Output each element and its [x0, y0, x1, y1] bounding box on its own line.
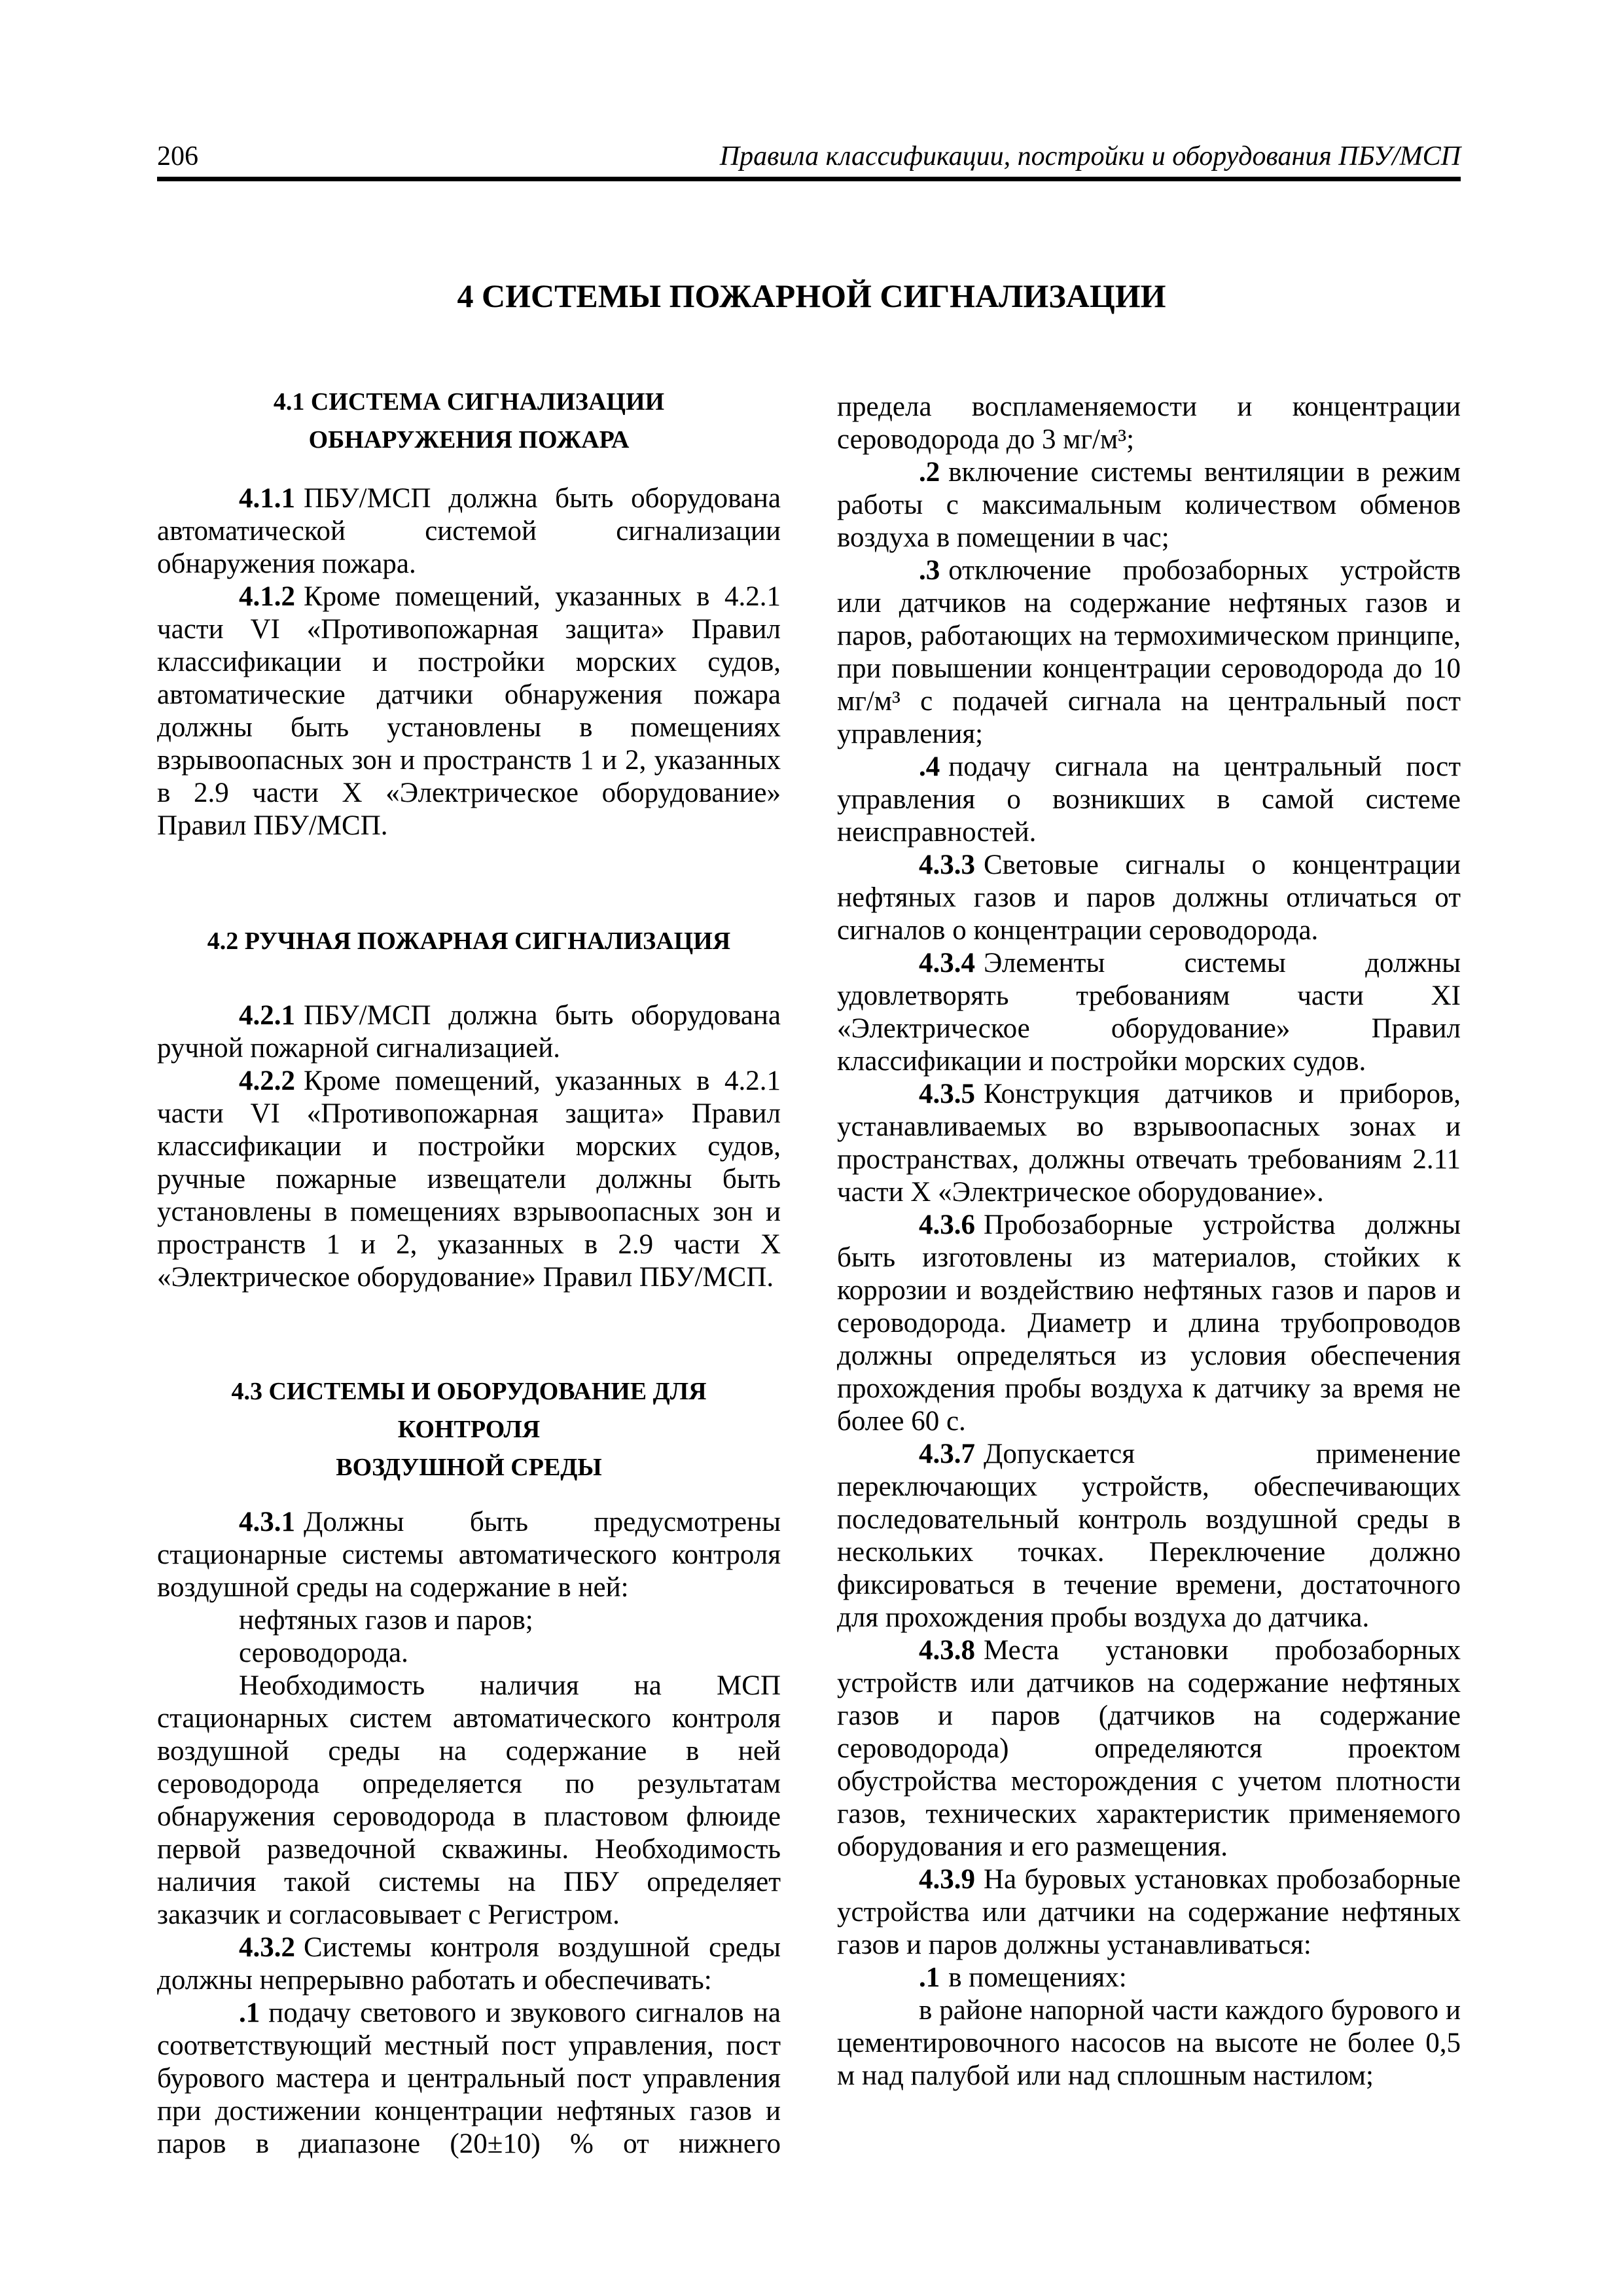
clause-number: 4.3.1 — [239, 1507, 295, 1537]
clause-number: 4.1.1 — [239, 483, 295, 514]
clause-4-3-2 — [157, 1931, 781, 1997]
clause-4-3-8 — [837, 1634, 1461, 1863]
list-item-oil-gases — [157, 1604, 781, 1637]
clause-text: На буровых установках пробозаборные устройства или датчики на содержание нефтяных газов и паров должны устанавливаться: — [837, 1864, 1461, 1960]
clause-4-3-4 — [837, 947, 1461, 1078]
subclause-4-3-2-4 — [837, 751, 1461, 849]
clause-4-2-1 — [157, 999, 781, 1065]
clause-number: 4.3.5 — [919, 1079, 975, 1109]
clause-number: 4.3.2 — [239, 1932, 295, 1963]
heading-line-1: 4.1 СИСТЕМА СИГНАЛИЗАЦИИ — [273, 388, 665, 416]
clause-number: 4.3.9 — [919, 1864, 975, 1895]
clause-text: Должны быть предусмотрены стационарные системы автоматического контроля воздушной среды на содержание в ней: — [157, 1507, 781, 1603]
clause-text: включение системы вентиляции в режим работы с максимальным количеством обменов воздуха в помещении в час; — [837, 457, 1461, 553]
clause-text: Системы контроля воздушной среды должны непрерывно работать и обеспечивать: — [157, 1932, 781, 1996]
clause-text: Места установки пробозаборных устройств или датчиков на содержание нефтяных газов и паров (датчиков на содержание сероводорода) определяются проектом обустройства месторождения с учетом плотности газов, технических характеристик применяемого оборудования и его размещения. — [837, 1635, 1461, 1862]
clause-text: нефтяных газов и паров; — [239, 1605, 533, 1636]
clause-number: 4.3.8 — [919, 1635, 975, 1666]
clause-4-2-2 — [157, 1065, 781, 1294]
running-title: Правила классификации, постройки и оборудования ПБУ/МСП — [719, 141, 1461, 171]
clause-text: ПБУ/МСП должна быть оборудована автоматической системой сигнализации обнаружения пожара. — [157, 483, 781, 579]
heading-line-2: ВОЗДУШНОЙ СРЕДЫ — [336, 1454, 602, 1481]
clause-4-3-1 — [157, 1506, 781, 1604]
clause-4-3-9 — [837, 1863, 1461, 1962]
clause-number: 4.1.2 — [239, 581, 295, 612]
heading-line-2: ОБНАРУЖЕНИЯ ПОЖАРА — [308, 426, 630, 454]
clause-text: отключение пробозаборных устройств или датчиков на содержание нефтяных газов и паров, работающих на термохимическом принципе, при повышении концентрации сероводорода до 10 мг/м³ с подачей сигнала на центральный пост управления; — [837, 555, 1461, 749]
clause-number: .1 — [919, 1962, 940, 1993]
clause-text: Пробозаборные устройства должны быть изготовлены из материалов, стойких к коррозии и воздействию нефтяных газов и паров и сероводорода. Диаметр и длина трубопроводов должны определяться из условия обеспечения прохождения пробы воздуха к датчику за время не более 60 с. — [837, 1210, 1461, 1437]
subclause-4-3-9-1-detail — [837, 1994, 1461, 2092]
page-number: 206 — [157, 141, 198, 171]
chapter-title: 4 СИСТЕМЫ ПОЖАРНОЙ СИГНАЛИЗАЦИИ — [457, 278, 1166, 314]
list-item-hydrogen-sulfide — [157, 1637, 781, 1670]
heading-line-1: 4.3 СИСТЕМЫ И ОБОРУДОВАНИЕ ДЛЯ КОНТРОЛЯ — [231, 1378, 707, 1443]
clause-text: ПБУ/МСП должна быть оборудована ручной пожарной сигнализацией. — [157, 1000, 781, 1064]
subclause-4-3-9-1 — [837, 1962, 1461, 1994]
clause-text: предела воспламеняемости и концентрации сероводорода до 3 мг/м³; — [837, 391, 1461, 455]
clause-text: в помещениях: — [948, 1962, 1127, 1993]
clause-number: 4.3.4 — [919, 948, 975, 978]
subclause-4-3-2-2 — [837, 456, 1461, 554]
clause-text: Световые сигналы о концентрации нефтяных газов и паров должны отличаться от сигналов о концентрации сероводорода. — [837, 850, 1461, 946]
paragraph-necessity — [157, 1670, 781, 1931]
clause-number: 4.3.3 — [919, 850, 975, 880]
section-4-1-heading — [157, 383, 781, 459]
section-4-2-heading — [157, 922, 781, 960]
clause-number: 4.3.6 — [919, 1210, 975, 1240]
clause-4-3-7 — [837, 1438, 1461, 1634]
clause-4-1-2 — [157, 581, 781, 842]
clause-number: 4.2.1 — [239, 1000, 295, 1031]
running-head — [157, 141, 1461, 171]
clause-4-3-6 — [837, 1209, 1461, 1438]
section-4-3-heading — [157, 1372, 781, 1486]
clause-text: сероводорода. — [239, 1638, 408, 1668]
subclause-4-3-2-1 — [157, 1997, 781, 2161]
clause-text: в районе напорной части каждого бурового и цементировочного насосов на высоте не более 0,5 м над палубой или над сплошным настилом; — [837, 1995, 1461, 2091]
clause-number: .2 — [919, 457, 940, 488]
clause-text: Кроме помещений, указанных в 4.2.1 части VI «Противопожарная защита» Правил классификации и постройки морских судов, ручные пожарные извещатели должны быть установлены в помещениях взрывоопасных зон и пространств 1 и 2, указанных в 2.9 части X «Электрическое оборудование» Правил ПБУ/МСП. — [157, 1066, 781, 1293]
clause-number: .3 — [919, 555, 940, 586]
subclause-4-3-2-3 — [837, 554, 1461, 751]
clause-text: подачу сигнала на центральный пост управления о возникших в самой системе неисправностей. — [837, 751, 1461, 848]
clause-4-3-3 — [837, 849, 1461, 947]
right-column — [837, 383, 1461, 2161]
subclause-4-3-2-1-continuation — [837, 391, 1461, 456]
left-column — [157, 383, 781, 2161]
clause-4-3-5 — [837, 1078, 1461, 1209]
clause-text: Кроме помещений, указанных в 4.2.1 части VI «Противопожарная защита» Правил классификации и постройки морских судов, автоматические датчики обнаружения пожара должны быть установлены в помещениях взрывоопасных зон и пространств 1 и 2, указанных в 2.9 части X «Электрическое оборудование» Правил ПБУ/МСП. — [157, 581, 781, 841]
text-columns — [157, 383, 1461, 2161]
clause-text: подачу светового и звукового сигналов на соответствующий местный пост управления, пост бурового мастера и центральный пост управления при достижении концентрации нефтяных газов и паров в диапазоне (20±10) % от нижнего — [157, 1998, 781, 2159]
clause-number: .4 — [919, 751, 940, 782]
header-rule — [157, 177, 1461, 181]
clause-4-1-1 — [157, 482, 781, 581]
clause-text: Допускается применение переключающих устройств, обеспечивающих последовательный контроль воздушной среды в нескольких точках. Переключение должно фиксироваться в течение времени, достаточного для прохождения пробы воздуха до датчика. — [837, 1439, 1461, 1633]
clause-text: Элементы системы должны удовлетворять требованиям части XI «Электрическое оборудование» Правил классификации и постройки морских судов. — [837, 948, 1461, 1077]
clause-number: .1 — [239, 1998, 260, 2028]
clause-text: Необходимость наличия на МСП стационарных систем автоматического контроля воздушной среды на содержание в ней сероводорода определяется по результатам обнаружения сероводорода в пластовом флюиде первой разведочной скважины. Необходимость наличия такой системы на ПБУ определяет заказчик и согласовывает с Регистром. — [157, 1670, 781, 1930]
heading-line-1: 4.2 РУЧНАЯ ПОЖАРНАЯ СИГНАЛИЗАЦИЯ — [207, 927, 731, 955]
clause-text: Конструкция датчиков и приборов, устанавливаемых во взрывоопасных зонах и пространствах, должны отвечать требованиям 2.11 части X «Электрическое оборудование». — [837, 1079, 1461, 1208]
clause-number: 4.2.2 — [239, 1066, 295, 1096]
clause-number: 4.3.7 — [919, 1439, 975, 1469]
